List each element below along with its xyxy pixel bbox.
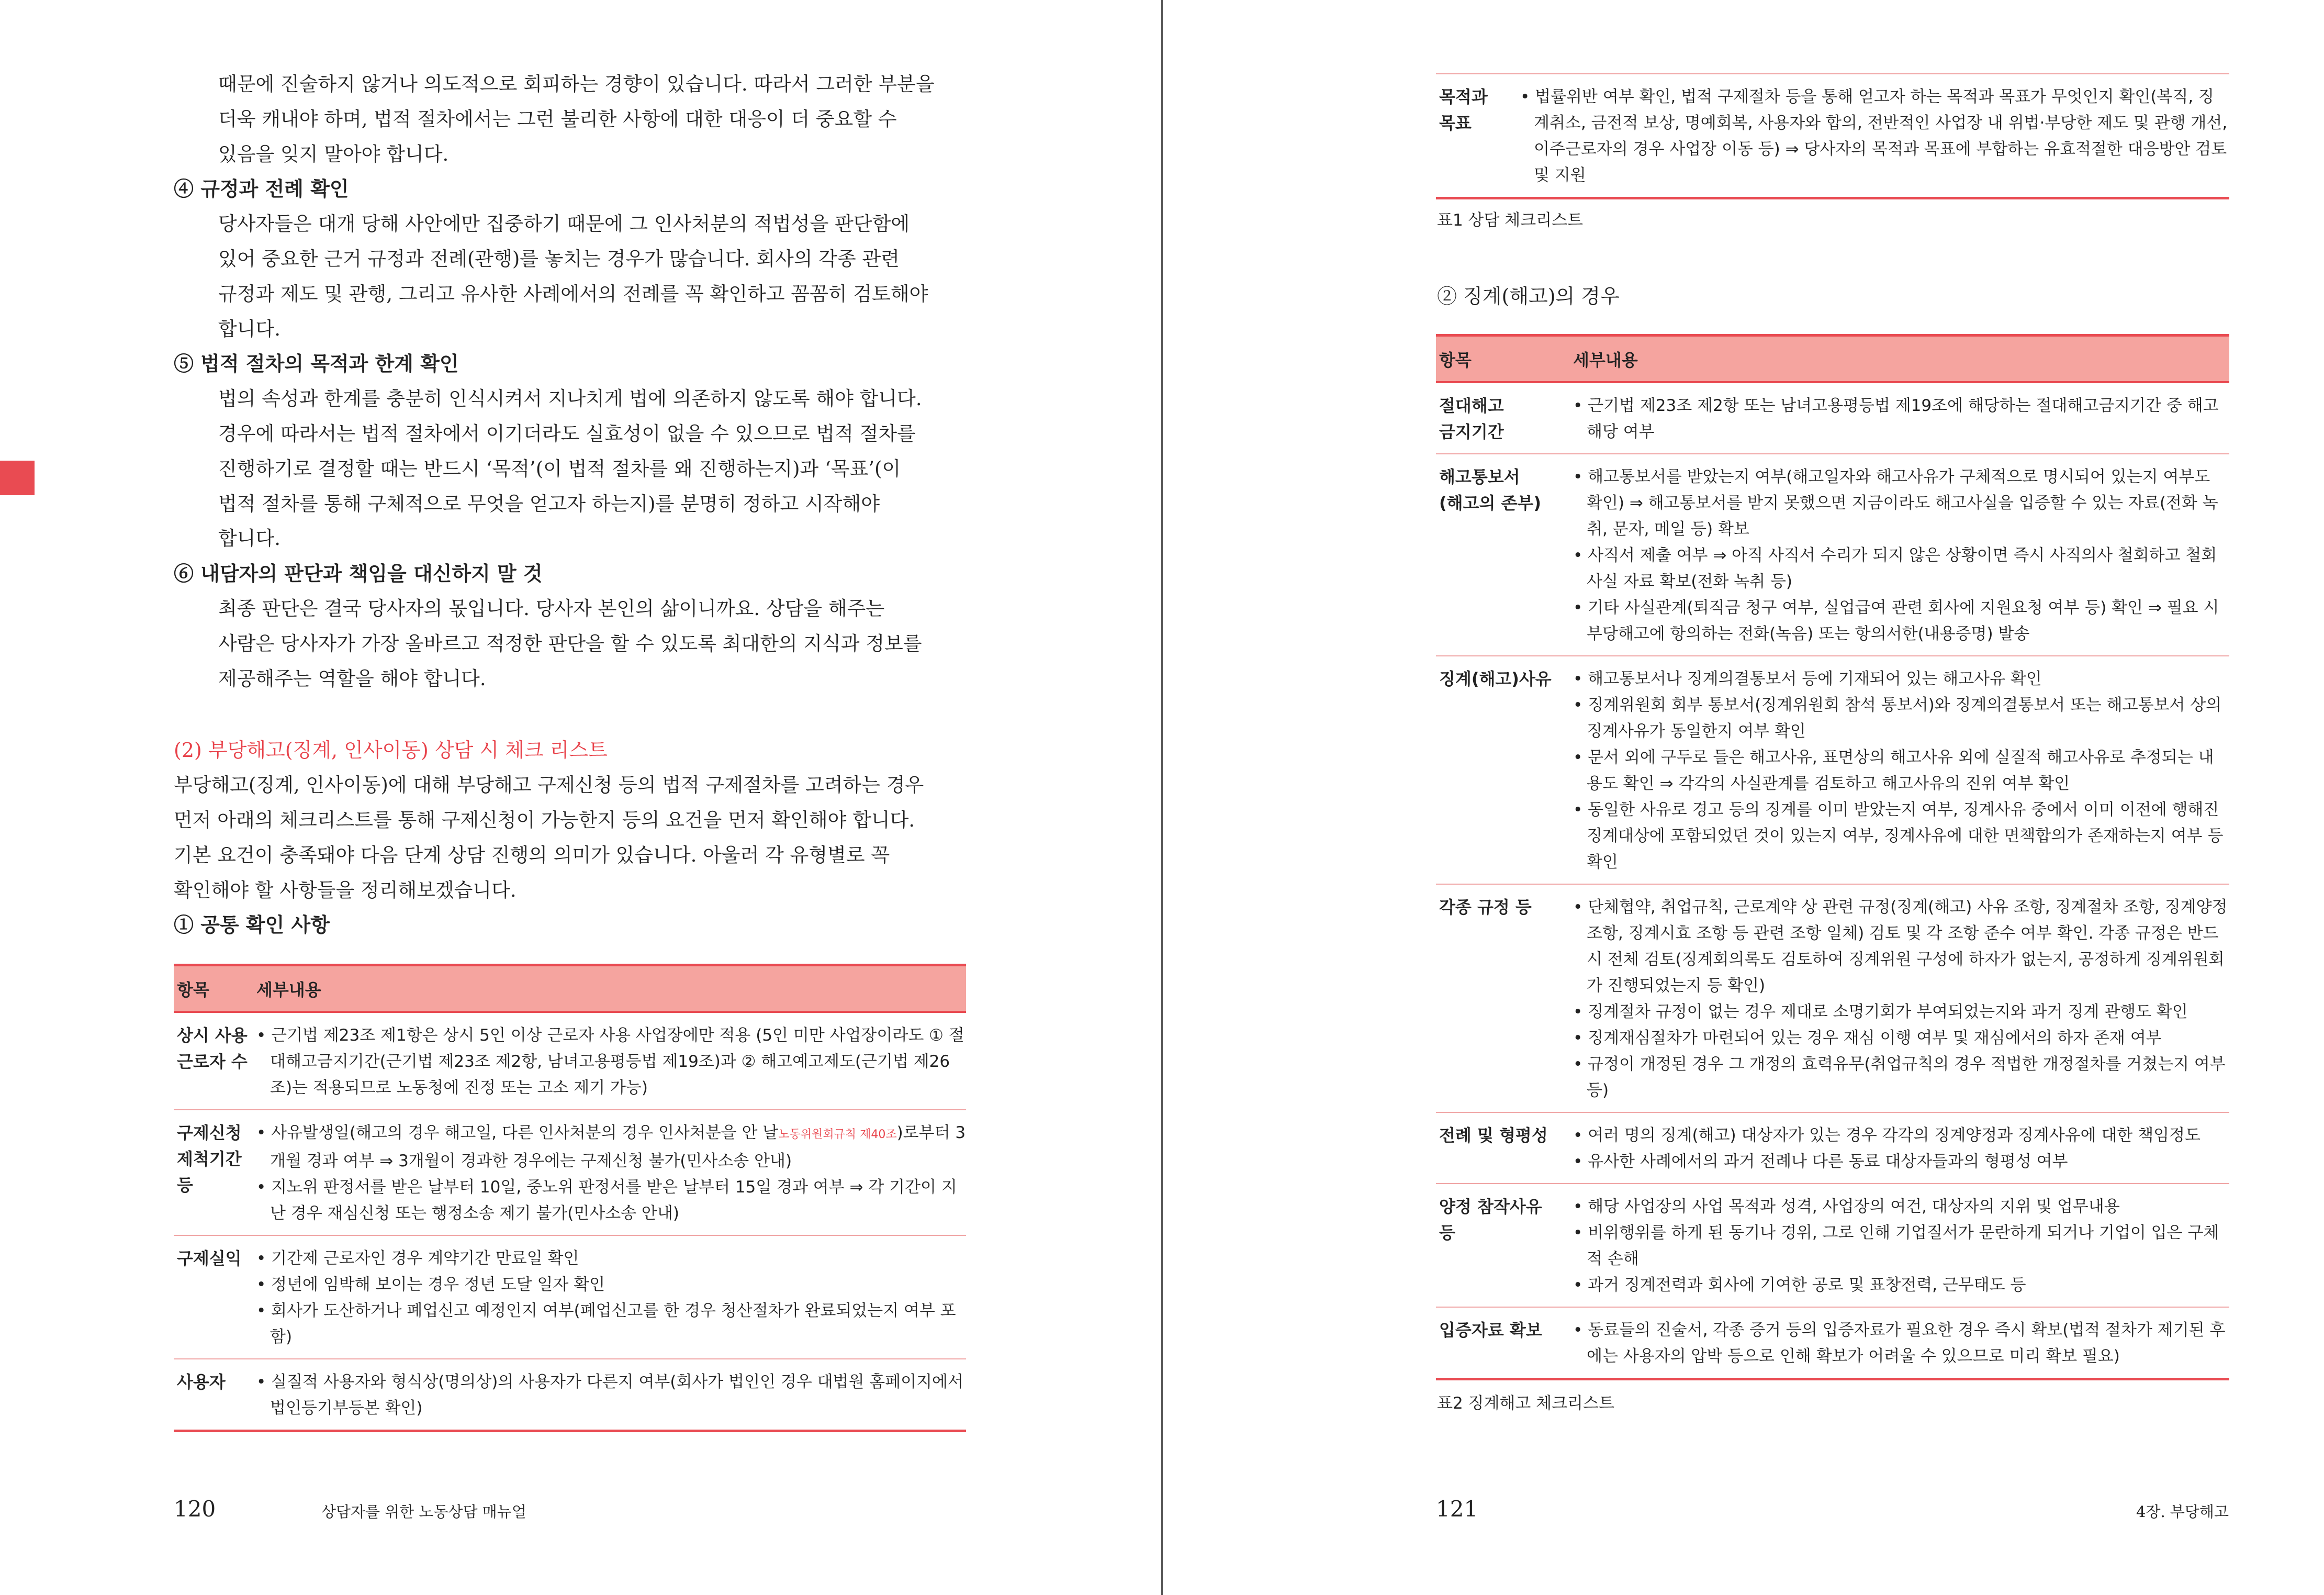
row-item-label: 양정 참작사유 등: [1436, 1184, 1570, 1307]
row-detail: [253, 1012, 966, 1110]
table-row: [1436, 1184, 2229, 1307]
row-item-label: 절대해고 금지기간: [1436, 382, 1570, 454]
table-row: [174, 1235, 966, 1359]
s5-line: 법적 절차를 통해 구체적으로 무엇을 얻고자 하는지)를 분명히 정하고 시작해야: [218, 492, 880, 515]
row-detail: [253, 1235, 966, 1359]
table-row: [174, 1359, 966, 1431]
table-row: [1436, 1112, 2229, 1184]
table-row: [174, 1012, 966, 1110]
bullet-item: • 근기법 제23조 제1항은 상시 5인 이상 근로자 사용 사업장에만 적용 (5인 미만 사업장이라도 ① 절대해고금지기간(근기법 제23조 제2항, 남녀고용평등법 제19조)과 ② 해고예고제도(근기법 제26조)는 적용되므로 노동청에 진정 또는 고소 제기 가능): [256, 1022, 966, 1101]
bullet-item: • 동일한 사유로 경고 등의 징계를 이미 받았는지 여부, 징계사유 중에서 이미 이전에 행해진 징계대상에 포함되었던 것이 있는지 여부, 징계사유에 대한 면책합의가 존재하는지 여부 등 확인: [1573, 797, 2229, 875]
row-item-label: 구제실익: [174, 1235, 253, 1359]
row-item-label: 상시 사용 근로자 수: [174, 1012, 253, 1110]
intro-paragraph: [174, 67, 980, 172]
bullet-item: • 해당 사업장의 사업 목적과 성격, 사업장의 여건, 대상자의 지위 및 업무내용: [1573, 1194, 2229, 1220]
row-detail: [1570, 454, 2229, 656]
col-header-item: 항목: [174, 965, 253, 1012]
row-detail: [1570, 656, 2229, 884]
chapter-tab-marker: [0, 461, 35, 495]
intro-line: 더욱 캐내야 하며, 법적 절차에서는 그런 불리한 사항에 대한 대응이 더 중요할 수: [218, 107, 897, 130]
row-item-label: 각종 규정 등: [1436, 884, 1570, 1112]
table-row: [1436, 382, 2229, 454]
s6-line: 최종 판단은 결국 당사자의 몫입니다. 당사자 본인의 삶이니까요. 상담을 해주는: [218, 597, 885, 620]
table-row: [1436, 1307, 2229, 1379]
footer-left: 상담자를 위한 노동상담 매뉴얼: [321, 1503, 526, 1521]
bullet-item: • 실질적 사용자와 형식상(명의상)의 사용자가 다른지 여부(회사가 법인인 경우 대법원 홈페이지에서 법인등기부등본 확인): [256, 1369, 966, 1421]
s4-line: 당사자들은 대개 당해 사안에만 집중하기 때문에 그 인사처분의 적법성을 판단함에: [218, 213, 910, 236]
bullet-item: • 규정이 개정된 경우 그 개정의 효력유무(취업규칙의 경우 적법한 개정절차를 거쳤는지 여부 등): [1573, 1051, 2229, 1103]
bullet-item: • 과거 징계전력과 회사에 기여한 공로 및 표창전력, 근무태도 등: [1573, 1272, 2229, 1298]
bullet-item: • 지노위 판정서를 받은 날부터 10일, 중노위 판정서를 받은 날부터 15일 경과 여부 ⇒ 각 기간이 지난 경우 재심신청 또는 행정소송 제기 불가(민사소송 안내): [256, 1174, 966, 1226]
row-item-label: 목적과 목표: [1436, 74, 1517, 198]
left-page-text: [174, 67, 980, 943]
row-item-label: 전례 및 형평성: [1436, 1112, 1570, 1184]
row-item-label: 사용자: [174, 1359, 253, 1431]
page-divider: [1161, 0, 1163, 1595]
bullet-item: • 사직서 제출 여부 ⇒ 아직 사직서 수리가 되지 않은 상황이면 즉시 사직의사 철회하고 철회사실 자료 확보(전화 녹취 등): [1573, 542, 2229, 595]
s4-paragraph: [174, 207, 980, 347]
table-row: [1436, 454, 2229, 656]
bullet-item: • 동료들의 진술서, 각종 증거 등의 입증자료가 필요한 경우 즉시 확보(법적 절차가 제기된 후에는 사용자의 압박 등으로 인해 확보가 어려울 수 있으므로 미리 확보 필요): [1573, 1317, 2229, 1369]
s5-line: 법의 속성과 한계를 충분히 인식시켜서 지나치게 법에 의존하지 않도록 해야 합니다.: [218, 387, 922, 410]
sec2-line: 확인해야 할 사항들을 정리해보겠습니다.: [174, 878, 517, 901]
rule-note: 노동위원회규칙 제40조: [778, 1128, 897, 1141]
intro-line: 때문에 진술하지 않거나 의도적으로 회피하는 경향이 있습니다. 따라서 그러한 부분을: [218, 73, 935, 95]
s5-line: 진행하기로 결정할 때는 반드시 ‘목적’(이 법적 절차를 왜 진행하는지)과 ‘목표’(이: [218, 457, 901, 480]
bullet-item: • 해고통보서를 받았는지 여부(해고일자와 해고사유가 구체적으로 명시되어 있는지 여부도 확인) ⇒ 해고통보서를 받지 못했으면 지금이라도 해고사실을 입증할 수 있는 자료(전화 녹취, 문자, 메일 등) 확보: [1573, 464, 2229, 542]
s6-line: 사람은 당사자가 가장 올바르고 적정한 판단을 할 수 있도록 최대한의 지식과 정보를: [218, 632, 922, 655]
table-row: [1436, 884, 2229, 1112]
row-detail: [1570, 1112, 2229, 1184]
sec2-line: 부당해고(징계, 인사이동)에 대해 부당해고 구제신청 등의 법적 구제절차를 고려하는 경우: [174, 774, 924, 797]
bullet-item: • 문서 외에 구두로 들은 해고사유, 표면상의 해고사유 외에 실질적 해고사유로 추정되는 내용도 확인 ⇒ 각각의 사실관계를 검토하고 해고사유의 진위 여부 확인: [1573, 744, 2229, 797]
bullet-item: • 기간제 근로자인 경우 계약기간 만료일 확인: [256, 1245, 966, 1271]
page-number-right: 121: [1436, 1496, 1478, 1522]
row-detail: [1570, 382, 2229, 454]
s4-line: 규정과 제도 및 관행, 그리고 유사한 사례에서의 전례를 꼭 확인하고 꼼꼼히 검토해야: [218, 282, 928, 305]
bullet-item: • 여러 명의 징계(해고) 대상자가 있는 경우 각각의 징계양정과 징계사유에 대한 책임정도: [1573, 1122, 2229, 1148]
common-checklist-table: [174, 964, 966, 1432]
bullet-item: • 기타 사실관계(퇴직금 청구 여부, 실업급여 관련 회사에 지원요청 여부 등) 확인 ⇒ 필요 시 부당해고에 항의하는 전화(녹음) 또는 항의서한(내용증명) 발송: [1573, 595, 2229, 647]
bullet-item: • 징계재심절차가 마련되어 있는 경우 재심 이행 여부 및 재심에서의 하자 존재 여부: [1573, 1025, 2229, 1051]
bullet-item: • 정년에 임박해 보이는 경우 정년 도달 일자 확인: [256, 1271, 966, 1298]
section2-title: (2) 부당해고(징계, 인사이동) 상담 시 체크 리스트: [174, 739, 608, 762]
row-item-label: 징계(해고)사유: [1436, 656, 1570, 884]
row-detail: [1517, 74, 2229, 198]
col-header-detail: 세부내용: [1570, 336, 2229, 383]
bullet-item: • 유사한 사례에서의 과거 전례나 다른 동료 대상자들과의 형평성 여부: [1573, 1148, 2229, 1175]
sec2-line: 기본 요건이 충족돼야 다음 단계 상담 진행의 의미가 있습니다. 아울러 각 유형별로 꼭: [174, 843, 890, 866]
bullet-item: • 단체협약, 취업규칙, 근로계약 상 관련 규정(징계(해고) 사유 조항, 징계절차 조항, 징계양정 조항, 징계시효 조항 등 관련 조항 일체) 검토 및 각 조항 준수 여부 확인. 각종 규정은 반드시 전체 검토(징계회의록도 검토하여 징계위원 구성에 하자가 없는지, 공정하게 징계위원회가 진행되었는지 등 확인): [1573, 894, 2229, 999]
dismissal-checklist-table: [1436, 334, 2229, 1380]
row-detail: [253, 1110, 966, 1235]
row-detail: [1570, 1307, 2229, 1379]
row-item-label: 입증자료 확보: [1436, 1307, 1570, 1379]
s5-paragraph: [174, 382, 980, 556]
s6-title: ⑥ 내담자의 판단과 책임을 대신하지 말 것: [174, 562, 543, 586]
col-header-detail: 세부내용: [253, 965, 966, 1012]
footer-right: 4장. 부당해고: [2136, 1503, 2229, 1521]
s4-line: 있어 중요한 근거 규정과 전례(관행)를 놓치는 경우가 많습니다. 회사의 각종 관련: [218, 247, 900, 270]
intro-line: 있음을 잊지 말아야 합니다.: [218, 142, 449, 165]
page-number-left: 120: [174, 1496, 216, 1522]
table-row: [1436, 74, 2229, 198]
bullet-item: • 해고통보서나 징계의결통보서 등에 기재되어 있는 해고사유 확인: [1573, 666, 2229, 692]
s5-line: 합니다.: [218, 527, 280, 550]
row-detail: [253, 1359, 966, 1431]
s5-line: 경우에 따라서는 법적 절차에서 이기더라도 실효성이 없을 수 있으므로 법적 절차를: [218, 422, 916, 445]
s4-line: 합니다.: [218, 317, 280, 340]
s6-paragraph: [174, 592, 980, 696]
consult-checklist-table-end: [1436, 73, 2229, 199]
s5-title: ⑤ 법적 절차의 목적과 한계 확인: [174, 352, 459, 376]
bullet-item: • 근기법 제23조 제2항 또는 남녀고용평등법 제19조에 해당하는 절대해고금지기간 중 해고 해당 여부: [1573, 393, 2229, 445]
common-title: ① 공통 확인 사항: [174, 913, 330, 937]
sec2-line: 먼저 아래의 체크리스트를 통해 구제신청이 가능한지 등의 요건을 먼저 확인해야 합니다.: [174, 808, 915, 831]
bullet-item: • 징계절차 규정이 없는 경우 제대로 소명기회가 부여되었는지와 과거 징계 관행도 확인: [1573, 999, 2229, 1025]
s4-title: ④ 규정과 전례 확인: [174, 177, 349, 201]
row-item-label: 구제신청 제척기간 등: [174, 1110, 253, 1235]
discipline-section-title: ② 징계(해고)의 경우: [1437, 285, 1620, 308]
table2-caption: 표2 징계해고 체크리스트: [1437, 1394, 1614, 1413]
bullet-item: • 회사가 도산하거나 폐업신고 예정인지 여부(폐업신고를 한 경우 청산절차가 완료되었는지 여부 포함): [256, 1298, 966, 1350]
row-detail: [1570, 1184, 2229, 1307]
col-header-item: 항목: [1436, 336, 1570, 383]
section2-paragraph: [174, 768, 980, 908]
row-detail: [1570, 884, 2229, 1112]
bullet-item: • 법률위반 여부 확인, 법적 구제절차 등을 통해 얻고자 하는 목적과 목표가 무엇인지 확인(복직, 징계취소, 금전적 보상, 명예회복, 사용자와 합의, 전반적인 사업장 내 위법·부당한 제도 및 관행 개선, 이주근로자의 경우 사업장 이동 등) ⇒ 당사자의 목적과 목표에 부합하는 유효적절한 대응방안 검토 및 지원: [1520, 84, 2229, 188]
table1-caption: 표1 상담 체크리스트: [1437, 211, 1583, 230]
table-row: [1436, 656, 2229, 884]
bullet-item: • 징계위원회 회부 통보서(징계위원회 참석 통보서)와 징계의결통보서 또는 해고통보서 상의 징계사유가 동일한지 여부 확인: [1573, 692, 2229, 744]
bullet-item: • 사유발생일(해고의 경우 해고일, 다른 인사처분의 경우 인사처분을 안 날노동위원회규칙 제40조)로부터 3개월 경과 여부 ⇒ 3개월이 경과한 경우에는 구제신청 불가(민사소송 안내): [256, 1120, 966, 1174]
s6-line: 제공해주는 역할을 해야 합니다.: [218, 667, 486, 690]
bullet-item: • 비위행위를 하게 된 동기나 경위, 그로 인해 기업질서가 문란하게 되거나 기업이 입은 구체적 손해: [1573, 1220, 2229, 1272]
row-item-label: 해고통보서 (해고의 존부): [1436, 454, 1570, 656]
table-row: [174, 1110, 966, 1235]
